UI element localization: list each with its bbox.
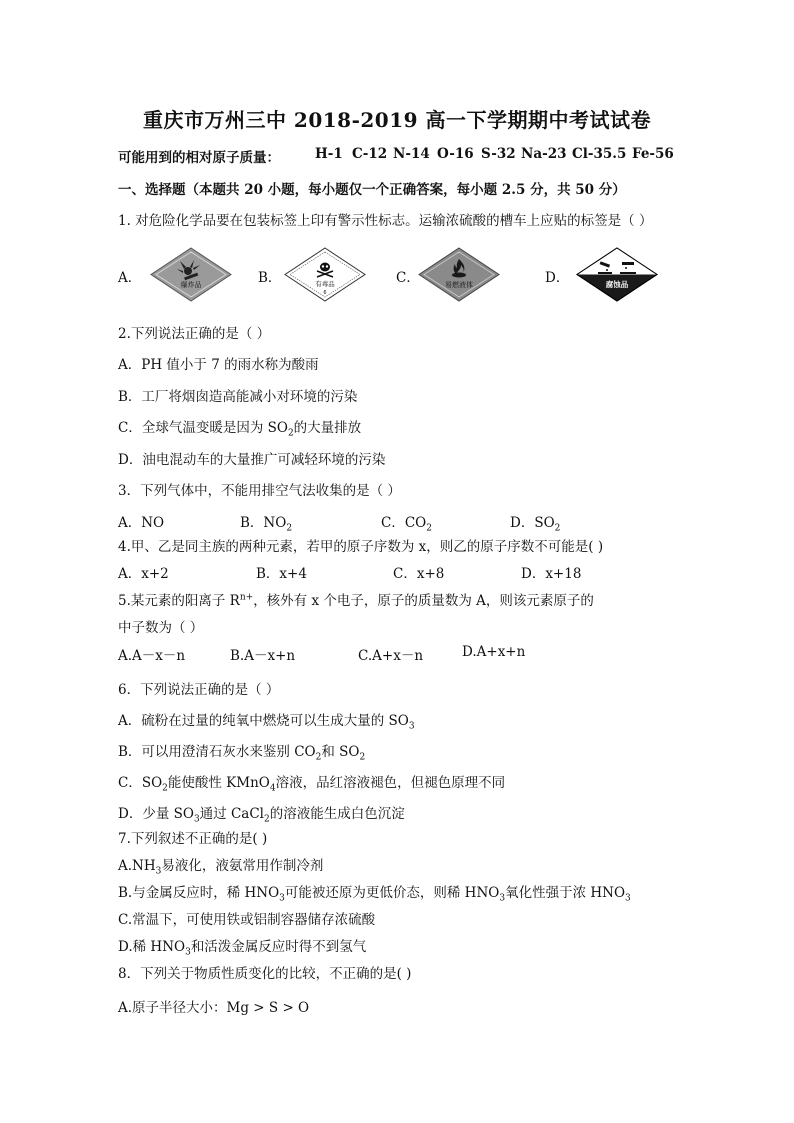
q3-stem: 3．下列气体中，不能用排空气法收集的是（ ）	[118, 483, 401, 499]
q1-option-b-label: B．	[258, 270, 282, 286]
mass-fe: Fe-56	[632, 146, 674, 162]
q2-stem: 2.下列说法正确的是（ ）	[118, 326, 271, 342]
q5-option-d: D.A+x+n	[462, 644, 526, 660]
q5-option-c: C.A+x－n	[358, 648, 424, 664]
q8-stem: 8．下列关于物质性质变化的比较，不正确的是( )	[118, 966, 412, 982]
q7-option-a: $A.NH_3$易液化，液氨常用作制冷剂	[118, 858, 324, 877]
mass-na: Na-23	[521, 146, 567, 162]
page-title: 重庆市万州三中 2018-2019 高一下学期期中考试试卷	[142, 108, 652, 132]
q2-option-b: B．工厂将烟囱造高能减小对环境的污染	[118, 389, 358, 405]
mass-s: S-32	[481, 146, 516, 162]
q5-stem-line1: 5.某元素的阳离子 $R^{n+}$，核外有 x 个电子，原子的质量数为 A，则该元素原子的	[118, 592, 594, 609]
q1-stem: 1. 对危险化学品要在包装标签上印有警示性标志。运输浓硫酸的槽车上应贴的标签是（ ）	[118, 213, 653, 229]
q2-option-d: D．油电混动车的大量推广可减轻环境的污染	[118, 452, 386, 468]
q3-option-b: B．$NO_2$	[240, 515, 293, 534]
mass-h: H-1	[315, 146, 343, 162]
explosive-hazard-sign	[150, 247, 232, 302]
q4-stem: 4.甲、乙是同主族的两种元素，若甲的原子序数为 x，则乙的原子序数不可能是( )	[118, 539, 604, 555]
q7-option-b: B.与金属反应时，稀 $HNO_3$可能被还原为更低价态，则稀 $HNO_3$氧化性强于浓 $HNO_3$	[118, 885, 631, 904]
q6-option-d: D．少量 $SO_3$通过 CaCl$_2$的溶液能生成白色沉淀	[118, 806, 405, 825]
q2-option-c: C．全球气温变暖是因为 $SO_2$的大量排放	[118, 420, 362, 439]
q4-option-c: C．x+8	[393, 566, 445, 582]
q5-option-b: B.A－x+n	[230, 648, 296, 664]
q6-option-a: A．硫粉在过量的纯氧中燃烧可以生成大量的 $SO_3$	[118, 713, 415, 732]
q5-stem-line2: 中子数为（ ）	[118, 620, 204, 636]
corrosive-sign-text: 腐蚀品	[605, 280, 629, 289]
mass-n: N-14	[393, 146, 430, 162]
q3-option-c: C．$CO_2$	[381, 515, 432, 534]
q6-stem: 6．下列说法正确的是（ ）	[118, 682, 280, 698]
q4-option-b: B．x+4	[256, 566, 307, 582]
toxic-sign-number: 6	[323, 290, 327, 296]
section-heading: 一、选择题（本题共 20 小题，每小题仅一个正确答案，每小题 2.5 分，共 50 分）	[118, 182, 626, 198]
q3-option-a: A．NO	[118, 515, 165, 531]
flammable-sign-text: 易燃液体	[445, 281, 473, 289]
q2-option-a: A．PH 值小于 7 的雨水称为酸雨	[118, 357, 319, 373]
q6-option-c: C．$SO_2$能使酸性 KMnO$_4$溶液，品红溶液褪色，但褪色原理不同	[118, 775, 506, 794]
q1-option-d-label: D．	[545, 270, 570, 286]
q7-stem: 7.下列叙述不正确的是( )	[118, 831, 268, 847]
mass-c: C-12	[352, 146, 388, 162]
q4-option-d: D．x+18	[521, 566, 582, 582]
q7-option-d: D.稀 $HNO_3$和活泼金属反应时得不到氢气	[118, 939, 367, 958]
q1-option-a-label: A．	[118, 270, 142, 286]
toxic-sign-text: 有毒品	[315, 280, 335, 288]
mass-cl: Cl-35.5	[572, 146, 627, 162]
q5-option-a: A.A－x－n	[118, 648, 186, 664]
toxic-hazard-sign	[284, 247, 366, 302]
q7-option-c: C.常温下，可使用铁或铝制容器储存浓硫酸	[118, 912, 376, 928]
mass-o: O-16	[437, 146, 474, 162]
q3-option-d: D．$SO_2$	[510, 515, 561, 534]
atomic-mass-label: 可能用到的相对原子质量：	[118, 150, 280, 166]
corrosive-hazard-sign	[576, 247, 658, 302]
flammable-liquid-hazard-sign	[418, 247, 500, 302]
explosive-sign-text: 爆炸品	[180, 281, 202, 289]
q8-option-a: A.原子半径大小：Mg > S > O	[118, 1000, 310, 1016]
q4-option-a: A．x+2	[118, 566, 169, 582]
q6-option-b: B．可以用澄清石灰水来鉴别 $CO_2$和 $SO_2$	[118, 744, 366, 763]
q1-option-c-label: C．	[396, 270, 420, 286]
